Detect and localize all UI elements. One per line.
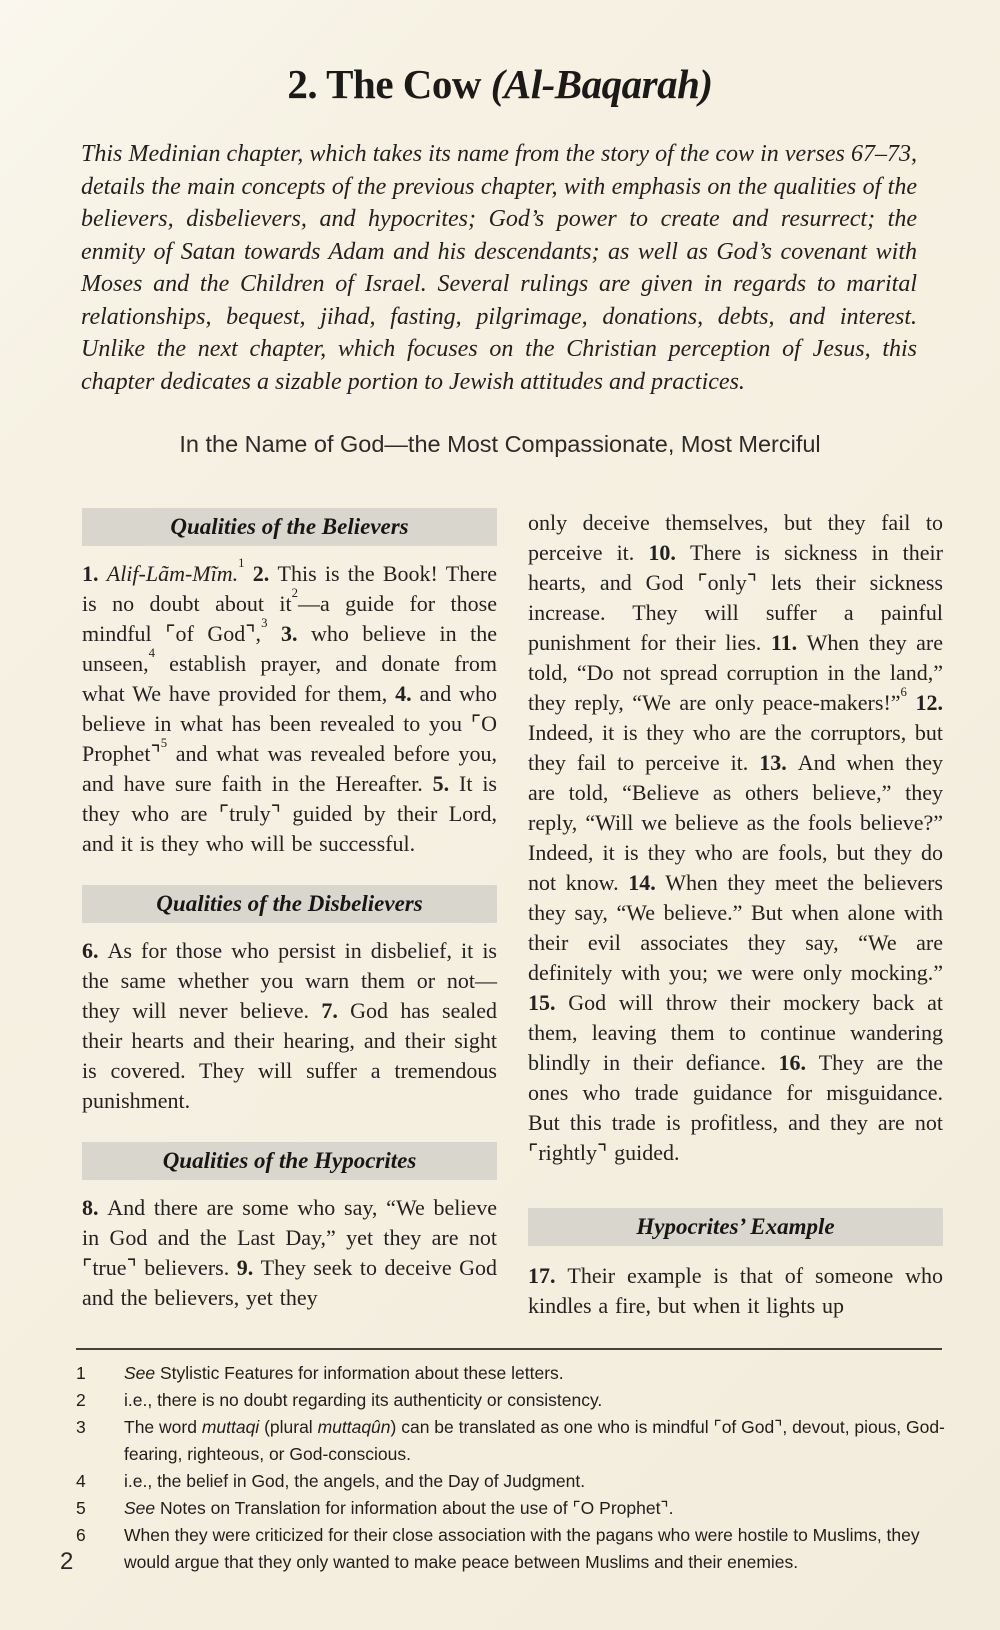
chapter-introduction: This Medinian chapter, which takes its name from the story of the cow in verses 67–73, details the main concepts of the previous chapter, with emphasis on the qualities of the believers, disbelievers, and hypocrites; God’s power to create and resurrect; the enmity of Satan towards Adam and his descendants; as well as God’s covenant with Moses and the Children of Israel. Several rulings are given in regards to marital relationships, bequest, jihad, fasting, pilgrimage, donations, debts, and interest. Unlike the next chapter, which focuses on the Christian perception of Jesus, this chapter dedicates a sizable portion to Jewish attitudes and practices. [81,141,917,395]
verse-text: establish prayer, and donate from what We have provided for them, [82,651,497,706]
verse-number: 8. [82,1195,108,1220]
footnote-text [124,1522,946,1576]
verse-number: 4. [395,681,420,706]
footnote-text-segment: i.e., there is no doubt regarding its authenticity or consistency. [124,1390,603,1410]
verse-number: 15. [528,990,569,1015]
footnote-text [124,1468,946,1495]
verse-text: They are the ones who trade guidance for misguidance. But this trade is profitless, and they are not ⌜rightly⌝ guided. [528,1050,943,1165]
verse-text [245,561,253,586]
verse-number: 13. [759,750,798,775]
footnote-number: 6 [76,1525,86,1545]
verse-number: 3. [280,621,311,646]
verse-number: 7. [321,998,351,1023]
page-number: 2 [60,1548,74,1575]
verse-number: 2. [252,561,278,586]
verse-number: 12. [915,690,943,715]
footnote-reference: 3 [261,615,268,630]
footnote-item [76,1495,946,1522]
verse-text: As for those who persist in disbelief, it is the same whether you warn them or not—they will never believe. [82,938,497,1023]
verse-number: 14. [628,870,666,895]
verse-text: When they meet the believers they say, “We believe.” But when alone with their evil associates they say, “We are definitely with you; we were only mocking.” [528,870,943,985]
verse-text: only deceive themselves, but they fail to perceive it. [528,510,943,565]
verse-text: And when they are told, “Believe as others believe,” they reply, “Will we believe as the fools believe?” Indeed, it is they who are fools, but they do not know. [528,750,943,895]
verse-text: —a guide for those mindful ⌜of God⌝, [82,591,497,646]
verse-number: 16. [778,1050,819,1075]
footnote-number: 3 [76,1417,86,1437]
footnote-reference: 5 [160,735,168,750]
verse-columns [82,508,944,1321]
verse-text: And there are some who say, “We believe in God and the Last Day,” yet they are not ⌜true⌝ believers. [82,1195,497,1280]
verse-paragraph [82,936,497,1116]
footnote-reference: 2 [291,585,298,600]
footnote-text [124,1387,946,1414]
verse-number: 17. [528,1263,568,1288]
footnote-text [124,1360,946,1387]
footnote-text-segment: (plural [259,1417,318,1437]
footnote-text [124,1495,946,1522]
verse-text [907,690,916,715]
verse-number: 10. [648,540,690,565]
footnote-text-segment: Notes on Translation for information about the use of ⌜O Prophet⌝. [155,1498,674,1518]
verse-number: 1. [82,561,107,586]
verse-text [267,621,281,646]
footnote-number: 2 [76,1390,86,1410]
section-header: Qualities of the Believers [82,508,497,546]
section-header: Qualities of the Disbelievers [82,885,497,923]
footnote-number: 5 [76,1498,86,1518]
verse-number: 9. [236,1255,261,1280]
section-header: Qualities of the Hypocrites [82,1142,497,1180]
footnote-separator [76,1348,942,1350]
verse-text: There is sickness in their hearts, and God ⌜only⌝ lets their sickness increase. They will suffer a painful punishment for their lies. [528,540,943,655]
verse-text: Indeed, it is they who are the corruptors, but they fail to perceive it. [528,720,943,775]
verse-text: They seek to deceive God and the believers, yet they [82,1255,498,1310]
verse-paragraph [528,1261,943,1321]
verse-text: When they are told, “Do not spread corruption in the land,” they reply, “We are only peace-makers!” [528,630,943,715]
verse-text: who believe in the unseen, [82,621,497,676]
footnote-item [76,1360,946,1387]
verse-text: God has sealed their hearts and their hearing, and their sight is covered. They will suffer a tremendous punishment. [82,998,498,1113]
chapter-title-transliteration: (Al-Baqarah) [490,61,713,107]
verse-number: 6. [82,938,108,963]
verse-paragraph [82,1193,497,1313]
footnote-reference: 6 [900,684,907,699]
verse-text: and what was revealed before you, and have sure faith in the Hereafter. [82,741,497,796]
footnote-item [76,1387,946,1414]
footnote-text-segment: When they were criticized for their close association with the pagans who were hostile to Muslims, they would argue that they only wanted to make peace between Muslims and their enemies. [124,1525,920,1572]
footnote-item [76,1522,946,1576]
footnote-reference: 1 [238,555,245,570]
verse-text: Their example is that of someone who kindles a fire, but when it lights up [528,1263,943,1318]
verse-paragraph [82,555,498,859]
right-column [528,508,943,1321]
verse-number: 5. [432,771,460,796]
footnote-text-segment: ) can be translated as one who is mindful ⌜of God⌝, devout, pious, God-fearing, righteous, or God-conscious. [124,1417,945,1464]
footnote-item [76,1414,946,1468]
verse-text: It is they who are ⌜truly⌝ guided by their Lord, and it is they who will be successful. [82,771,497,856]
verse-text: and who believe in what has been revealed to you ⌜O Prophet⌝ [82,681,497,766]
footnote-text-segment: muttaqûn [317,1417,391,1437]
footnote-reference: 4 [148,645,155,660]
footnote-text-segment: See [124,1498,156,1518]
footnote-text [124,1414,946,1468]
footnote-text-segment: See [124,1363,156,1383]
section-header: Hypocrites’ Example [528,1208,943,1246]
verse-text: God will throw their mockery back at them, leaving them to continue wandering blindly in their defiance. [528,990,943,1075]
chapter-title [0,60,1000,108]
footnote-text-segment: muttaqi [201,1417,260,1437]
footnote-number: 4 [76,1471,86,1491]
verse-text: This is the Book! There is no doubt about it [82,561,498,616]
footnotes-list [76,1360,946,1576]
chapter-title-main: 2. The Cow [287,61,491,107]
footnote-text-segment: Stylistic Features for information about these letters. [155,1363,564,1383]
verse-number: 11. [770,630,807,655]
footnote-text-segment: The word [124,1417,202,1437]
left-column [82,508,497,1321]
verse-paragraph [528,508,943,1168]
verse-text: Alif-Lãm-Mĩm. [106,561,239,586]
footnote-text-segment: i.e., the belief in God, the angels, and the Day of Judgment. [124,1471,586,1491]
footnote-item [76,1468,946,1495]
footnote-number: 1 [76,1363,86,1383]
bismillah-line: In the Name of God—the Most Compassionate, Most Merciful [179,431,821,457]
